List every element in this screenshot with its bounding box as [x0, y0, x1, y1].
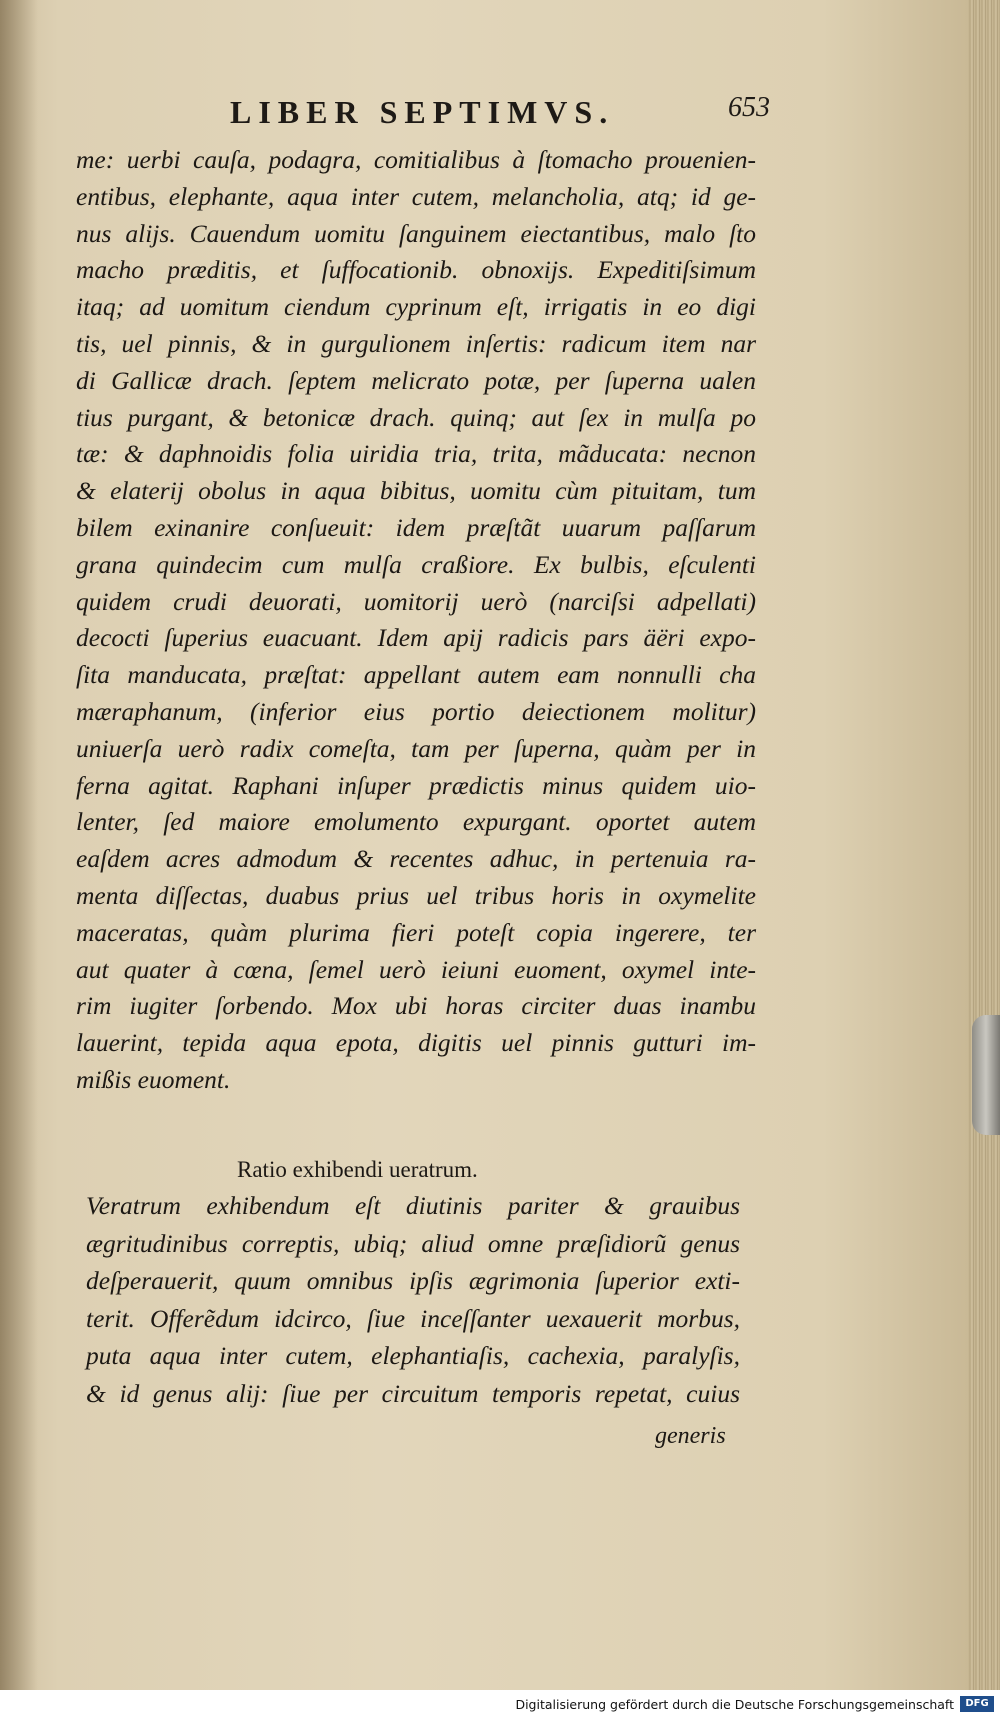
section-heading: Ratio exhibendi ueratrum. — [237, 1157, 478, 1182]
text-line: grana quindecim cum mulſa craßiore. Ex bulbis, eſculenti — [76, 549, 756, 579]
text-line: mæraphanum, (inferior eius portio deiectionem molitur) — [76, 696, 756, 726]
text-line: me: uerbi cauſa, podagra, comitialibus à ſtomacho prouenien- — [76, 145, 756, 174]
text-line: tæ: & daphnoidis folia uiridia tria, trita, mãducata: necnon — [76, 439, 756, 469]
text-line: deſperauerit, quum omnibus ipſis ægrimonia ſuperior exti- — [86, 1266, 740, 1295]
funding-credit: Digitalisierung gefördert durch die Deutsche Forschungsgemeinschaft — [515, 1697, 954, 1712]
text-line: puta aqua inter cutem, elephantiaſis, cachexia, paralyſis, — [86, 1341, 740, 1370]
text-line: ægritudinibus correptis, ubiq; aliud omne præſidiorũ genus — [86, 1228, 740, 1258]
text-line: aut quater à cœna, ſemel uerò ieiuni euoment, oxymel inte- — [76, 954, 756, 984]
text-line: & id genus alij: ſiue per circuitum temporis repetat, cuius — [86, 1378, 740, 1408]
text-line: mißis euoment. — [76, 1064, 231, 1094]
page-number: 653 — [728, 92, 770, 123]
text-line: eaſdem acres admodum & recentes adhuc, in pertenuia ra- — [76, 844, 756, 874]
text-line: rim iugiter ſorbendo. Mox ubi horas circiter duas inambu — [76, 991, 756, 1021]
running-head: LIBER SEPTIMVS. — [230, 94, 615, 130]
text-line: ſita manducata, præſtat: appellant autem eam nonnulli cha — [76, 660, 756, 690]
page-header — [230, 94, 968, 134]
text-line: maceratas, quàm plurima fieri poteſt copia ingerere, ter — [76, 917, 756, 947]
text-line: ferna agitat. Raphani inſuper prædictis minus quidem uio- — [76, 770, 756, 800]
text-line: tius purgant, & betonicæ drach. quinq; aut ſex in mulſa po — [76, 402, 756, 432]
text-line: uniuerſa uerò radix comeſta, tam per ſuperna, quàm per in — [76, 733, 756, 763]
gutter-shadow — [0, 0, 38, 1690]
page-edges — [968, 0, 1000, 1690]
text-line: lenter, ſed maiore emolumento expurgant. oportet autem — [76, 807, 756, 837]
second-paragraph — [86, 1187, 740, 1412]
text-line: decocti ſuperius euacuant. Idem apij radicis pars äëri expo- — [76, 623, 756, 653]
text-line: Veratrum exhibendum eſt diutinis pariter & grauibus — [86, 1191, 740, 1220]
text-line: & elaterij obolus in aqua bibitus, uomitu cùm pituitam, tum — [76, 476, 756, 506]
text-line: bilem exinanire conſueuit: idem præſtãt uuarum paſſarum — [76, 512, 756, 542]
text-line: tis, uel pinnis, & in gurgulionem inſertis: radicum item nar — [76, 328, 756, 358]
dfg-logo: DFG — [960, 1696, 994, 1712]
text-line: nus alijs. Cauendum uomitu ſanguinem eiectantibus, malo ſto — [76, 218, 756, 248]
text-line: quidem crudi deuorati, uomitorij uerò (narciſsi adpellati) — [76, 586, 756, 616]
text-line: di Gallicæ drach. ſeptem melicrato potæ, per ſuperna ualen — [76, 365, 756, 395]
footer-bar — [0, 1690, 1000, 1720]
main-paragraph — [76, 142, 756, 1099]
text-line: terit. Offerẽdum idcirco, ſiue inceſſanter uexauerit morbus, — [86, 1303, 740, 1333]
text-line: entibus, elephante, aqua inter cutem, melancholia, atq; id ge- — [76, 181, 756, 211]
catchword: generis — [655, 1423, 726, 1449]
text-line: macho præditis, et ſuffocationib. obnoxijs. Expeditiſsimum — [76, 255, 756, 285]
text-line: lauerint, tepida aqua epota, digitis uel pinnis gutturi im- — [76, 1028, 756, 1058]
text-line: itaq; ad uomitum ciendum cyprinum eſt, irrigatis in eo digi — [76, 292, 756, 322]
book-clip — [972, 1015, 1000, 1135]
text-line: menta diſſectas, duabus prius uel tribus horis in oxymelite — [76, 880, 756, 910]
